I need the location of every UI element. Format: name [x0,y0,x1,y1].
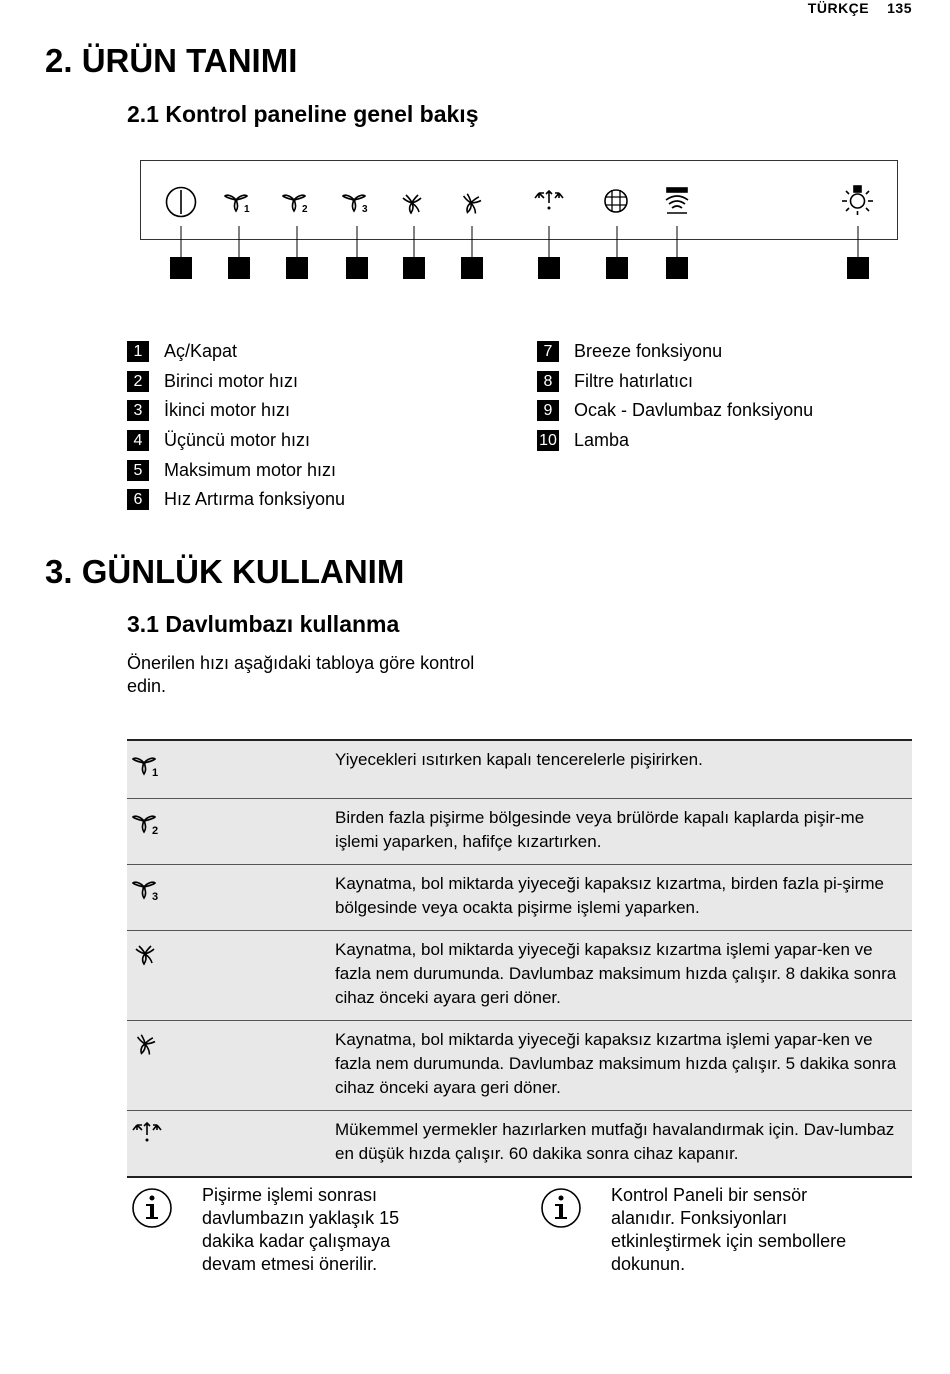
fan-speed-1-icon[interactable] [225,195,250,215]
table-icon-cell [127,1021,331,1111]
legend-item [127,367,345,397]
table-icon-cell [127,865,331,931]
info-icon [130,1186,174,1230]
callout-markers [170,226,869,279]
legend-number: 7 [537,341,559,362]
section-2-title: 2. ÜRÜN TANIMI [45,42,298,79]
svg-text:1: 1 [244,204,250,215]
legend-number: 10 [537,430,559,451]
legend-number: 3 [127,400,149,421]
header-page-number: 135 [887,0,912,16]
fan-speed-3-icon[interactable] [343,195,368,215]
table-icon-cell [127,931,331,1021]
table-text-cell: Kaynatma, bol miktarda yiyeceği kapaksız kızartma, birden fazla pi-şirme bölgesinde veya ocakta pişirme işlemi yaparken. [335,874,884,917]
svg-text:2: 2 [302,204,308,215]
speed-table [127,739,912,1178]
table-text-cell: Mükemmel yermekler hazırlarken mutfağı havalandırmak için. Dav-lumbaz en düşük hızda çalışır. 60 dakika sonra cihaz kapanır. [335,1120,895,1163]
info-note [539,1184,851,1276]
legend-item [127,426,345,456]
table-icon-cell [127,1111,331,1178]
legend-number: 9 [537,400,559,421]
boost-icon [131,1031,167,1061]
legend-label: Maksimum motor hızı [164,459,337,480]
legend-number: 8 [537,371,559,392]
fan-speed-2-icon[interactable] [283,195,308,215]
legend-number: 6 [127,489,149,510]
legend-label: Ocak - Davlumbaz fonksiyonu [574,400,814,421]
legend-item [537,337,813,367]
table-text-cell: Birden fazla pişirme bölgesinde veya brülörde kapalı kaplarda pişir-me işlemi yaparken, hafifçe kızartırken. [335,808,865,851]
fan-speed-2-icon [131,809,167,839]
subsection-2-1-title: 2.1 Kontrol paneline genel bakış [127,101,479,127]
legend-label: Lamba [574,430,630,451]
filter-icon[interactable] [605,190,627,212]
fan-max-speed-icon[interactable] [403,195,421,213]
legend-item [127,485,345,515]
svg-text:2: 2 [152,825,159,837]
hob-hood-icon[interactable] [666,188,688,213]
lamp-icon[interactable] [842,186,873,215]
table-row [127,1021,912,1111]
header-language: TÜRKÇE [807,0,870,16]
subsection-3-1-title: 3.1 Davlumbazı kullanma [127,611,400,637]
intro-text: Önerilen hızı aşağıdaki tabloya göre kontrol edin. [127,653,475,696]
power-icon[interactable] [167,188,196,217]
legend-label: İkinci motor hızı [164,400,291,421]
breeze-icon [131,1121,167,1151]
boost-icon[interactable] [460,193,482,215]
table-row [127,1111,912,1178]
legend-right [537,337,813,455]
fan-speed-1-icon [131,751,167,781]
table-row [127,865,912,931]
svg-text:3: 3 [152,891,159,903]
legend-left [127,337,345,515]
legend-label: Filtre hatırlatıcı [574,370,694,391]
table-row [127,799,912,865]
breeze-icon[interactable] [535,191,563,210]
legend-item [537,426,813,456]
legend-number: 4 [127,430,149,451]
note-text: Kontrol Paneli bir sensör alanıdır. Fonksiyonları etkinleştirmek için sembollere dokunun. [611,1185,847,1274]
table-row [127,740,912,799]
table-row [127,931,912,1021]
table-text-cell: Yiyecekleri ısıtırken kapalı tencerelerle pişirirken. [335,750,703,769]
legend-label: Hız Artırma fonksiyonu [164,489,346,510]
legend-item [537,367,813,397]
fan-max-speed-icon [131,941,167,971]
note-text: Pişirme işlemi sonrası davlumbazın yaklaşık 15 dakika kadar çalışmaya devam etmesi önerilir. [202,1185,400,1274]
table-text-cell: Kaynatma, bol miktarda yiyeceği kapaksız kızartma işlemi yapar-ken ve fazla nem durumunda. Davlumbaz maksimum hızda çalışır. 8 dakika sonra cihaz önceki ayara geri döner. [335,940,897,1007]
legend-item [537,396,813,426]
control-panel-icons [0,0,950,300]
legend-label: Üçüncü motor hızı [164,430,311,451]
legend-item [127,337,345,367]
fan-speed-3-icon [131,875,167,905]
section-3-title: 3. GÜNLÜK KULLANIM [45,553,405,590]
table-icon-cell [127,740,331,799]
info-note [130,1184,442,1276]
svg-text:3: 3 [362,204,368,215]
legend-number: 2 [127,371,149,392]
legend-number: 1 [127,341,149,362]
legend-label: Breeze fonksiyonu [574,341,723,362]
legend-number: 5 [127,460,149,481]
table-icon-cell [127,799,331,865]
legend-label: Aç/Kapat [164,341,238,362]
svg-text:1: 1 [152,767,159,779]
legend-item [127,455,345,485]
info-icon [539,1186,583,1230]
table-text-cell: Kaynatma, bol miktarda yiyeceği kapaksız kızartma işlemi yapar-ken ve fazla nem durumunda. Davlumbaz maksimum hızda çalışır. 5 dakika sonra cihaz önceki ayara geri döner. [335,1030,897,1097]
legend-label: Birinci motor hızı [164,370,299,391]
legend-item [127,396,345,426]
